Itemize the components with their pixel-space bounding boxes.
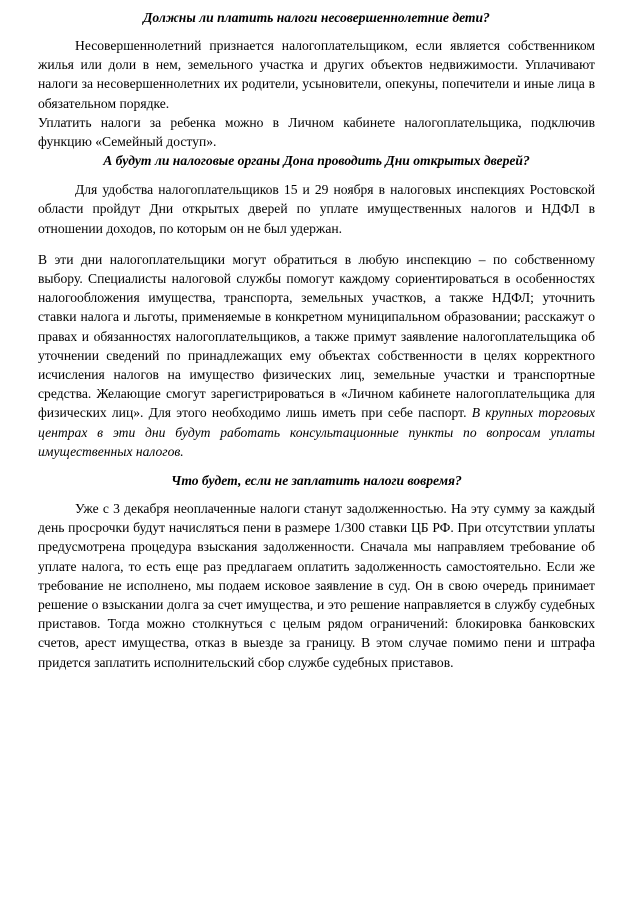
paragraph-minors-taxpayers: Несовершеннолетний признается налогоплательщиком, если является собственником жилья или доли в нем, земельного участка и других объектов недвижимости. Уплачивают налоги за несовершеннолетних их родители, усыновители, опекуны, попечители и иные лица в обязательном порядке. <box>38 38 595 111</box>
document-page <box>38 8 595 672</box>
paragraph-family-access: Уплатить налоги за ребенка можно в Личном кабинете налогоплательщика, подключив функцию «Семейный доступ». <box>38 114 595 150</box>
paragraph-inspections-services <box>38 250 595 461</box>
paragraph-inspections-text: В эти дни налогоплательщики могут обратиться в любую инспекцию – по собственному выбору. Специалисты налоговой службы помогут каждому сориентироваться в особенностях налогообложения имущества, транспорта, земельных участков, а также НДФЛ; уточнить ставки налога и льготы, применяемые в конкретном муниципальном образовании; расскажут о правах и обязанностях налогоплательщиков, а также примут заявление налогоплательщика об уточнении сведений по принадлежащих ему объектах собственности в целях корректного исчисления налогов на имущество физических лиц, земельные участки и транспортные средства. Желающие смогут зарегистрироваться в «Личном кабинете налогоплательщика для физических лиц». Для этого необходимо лишь иметь при себе паспорт. <box>38 251 595 421</box>
section-heading-open-days: А будут ли налоговые органы Дона проводить Дни открытых дверей? <box>103 153 530 169</box>
paragraph-shopping-centers-note: В крупных торговых центрах в эти дни будут работать консультационные пункты по вопросам уплаты имущественных налогов. <box>38 405 596 459</box>
section-heading-minors-taxes: Должны ли платить налоги несовершеннолетние дети? <box>143 10 490 25</box>
paragraph-debt-consequences: Уже с 3 декабря неоплаченные налоги станут задолженностью. На эту сумму за каждый день просрочки будут начисляться пени в размере 1/300 ставки ЦБ РФ. При отсутствии уплаты предусмотрена процедура взыскания задолженности. Сначала мы направляем требование об уплате налога, то есть еще раз предлагаем оплатить задолженность самостоятельно. Если же требование не исполнено, мы подаем исковое заявление в суд. Он в свою очередь принимает решение о взыскании долга за счет имущества, и это решение направляется в службу судебных приставов. Тогда можно столкнуться с целым рядом ограничений: блокировка банковских счетов, арест имущества, отказ в выезде за границу. В этом случае помимо пени и штрафа придется заплатить исполнительский сбор службе судебных приставов. <box>38 501 595 670</box>
section-heading-late-payment: Что будет, если не заплатить налоги вовремя? <box>171 473 462 489</box>
paragraph-open-days-dates: Для удобства налогоплательщиков 15 и 29 ноября в налоговых инспекциях Ростовской области пройдут Дни открытых дверей по уплате имущественных налогов и НДФЛ в отношении доходов, по которым он не был удержан. <box>38 182 595 236</box>
